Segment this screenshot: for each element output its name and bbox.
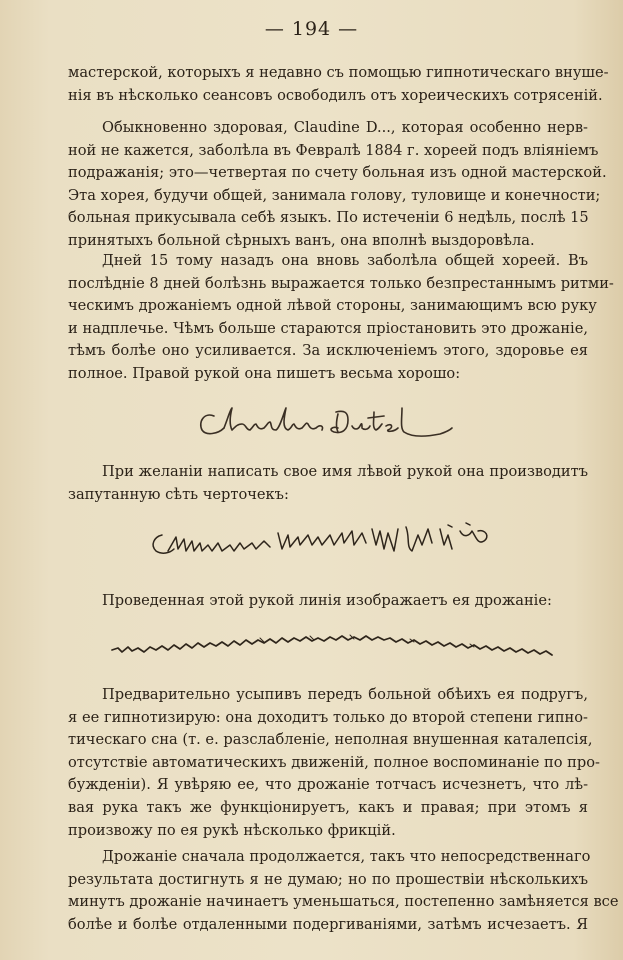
- text-line: произвожу по ея рукѣ нѣсколько фрикцій.: [68, 821, 396, 839]
- text-line: минутъ дрожаніе начинаетъ уменьшаться, постепенно замѣняется все: [68, 893, 619, 911]
- paragraph-left-hand-writing: [68, 461, 588, 506]
- handwriting-signature-image: [196, 398, 456, 446]
- scribble-image: [148, 515, 498, 565]
- paragraph-outcome: [68, 846, 619, 936]
- text-line: больная прикусывала себѣ языкъ. По истеченіи 6 недѣль, послѣ 15: [68, 209, 589, 227]
- text-line: Дрожаніе сначала продолжается, такъ что непосредственнаго: [102, 848, 591, 865]
- tremor-line-image: [110, 628, 555, 662]
- paragraph-relapse: [68, 250, 614, 386]
- text-line: Проведенная этой рукой линія изображаетъ ея дрожаніе:: [102, 592, 552, 609]
- text-line: Дней 15 тому назадъ она вновь заболѣла общей хореей. Въ: [102, 252, 588, 269]
- text-line: запутанную сѣть черточекъ:: [68, 485, 289, 503]
- text-line: тѣмъ болѣе оно усиливается. За исключеніемъ этого, здоровье ея: [68, 342, 588, 360]
- text-line: Предварительно усыпивъ передъ больной обѣихъ ея подругъ,: [102, 686, 588, 703]
- text-line: болѣе и болѣе отдаленными подергиваніями, затѣмъ исчезаетъ. Я: [68, 915, 588, 933]
- paragraph-hypnosis: [68, 684, 600, 842]
- paragraph-tremor-line: [68, 590, 588, 613]
- signature-right-hand: [196, 398, 456, 446]
- text-line: вая рука такъ же функціонируетъ, какъ и правая; при этомъ я: [68, 798, 588, 816]
- paragraph-continuation: [68, 62, 609, 107]
- text-line: полное. Правой рукой она пишетъ весьма хорошо:: [68, 364, 461, 382]
- text-line: нія въ нѣсколько сеансовъ освободилъ отъ хореическихъ сотрясеній.: [68, 86, 603, 104]
- text-line: принятыхъ больной сѣрныхъ ванъ, она вполнѣ выздоровѣла.: [68, 231, 535, 249]
- text-line: послѣдніе 8 дней болѣзнь выражается только безпрестаннымъ ритми-: [68, 274, 614, 292]
- left-hand-scribble: [148, 515, 498, 565]
- paragraph-patient-history: [68, 117, 607, 253]
- text-line: бужденіи). Я увѣряю ее, что дрожаніе тотчасъ исчезнетъ, что лѣ-: [68, 776, 588, 794]
- text-line: результата достигнуть я не думаю; но по прошествіи нѣсколькихъ: [68, 870, 588, 888]
- text-line: и надплечье. Чѣмъ больше стараются пріостановить это дрожаніе,: [68, 319, 588, 337]
- text-line: подражанія; это—четвертая по счету больная изъ одной мастерской.: [68, 164, 607, 182]
- text-line: отсутствіе автоматическихъ движеній, полное воспоминаніе по про-: [68, 753, 600, 771]
- text-line: Эта хорея, будучи общей, занимала голову, туловище и конечности;: [68, 186, 601, 204]
- text-line: Обыкновенно здоровая, Claudine D..., которая особенно нерв-: [102, 119, 588, 136]
- text-line: тическаго сна (т. е. разслабленіе, неполная внушенная каталепсія,: [68, 731, 593, 749]
- page-number: — 194 —: [264, 18, 359, 40]
- text-line: ной не кажется, заболѣла въ Февралѣ 1884 г. хореей подъ вліяніемъ: [68, 141, 599, 159]
- text-line: При желаніи написать свое имя лѣвой рукой она производитъ: [102, 463, 588, 480]
- text-line: мастерской, которыхъ я недавно съ помощью гипнотическаго внуше-: [68, 64, 609, 81]
- tremor-trace: [110, 628, 555, 662]
- text-line: ческимъ дрожаніемъ одной лѣвой стороны, занимающимъ всю руку: [68, 297, 597, 315]
- text-line: я ее гипнотизирую: она доходитъ только до второй степени гипно-: [68, 708, 588, 726]
